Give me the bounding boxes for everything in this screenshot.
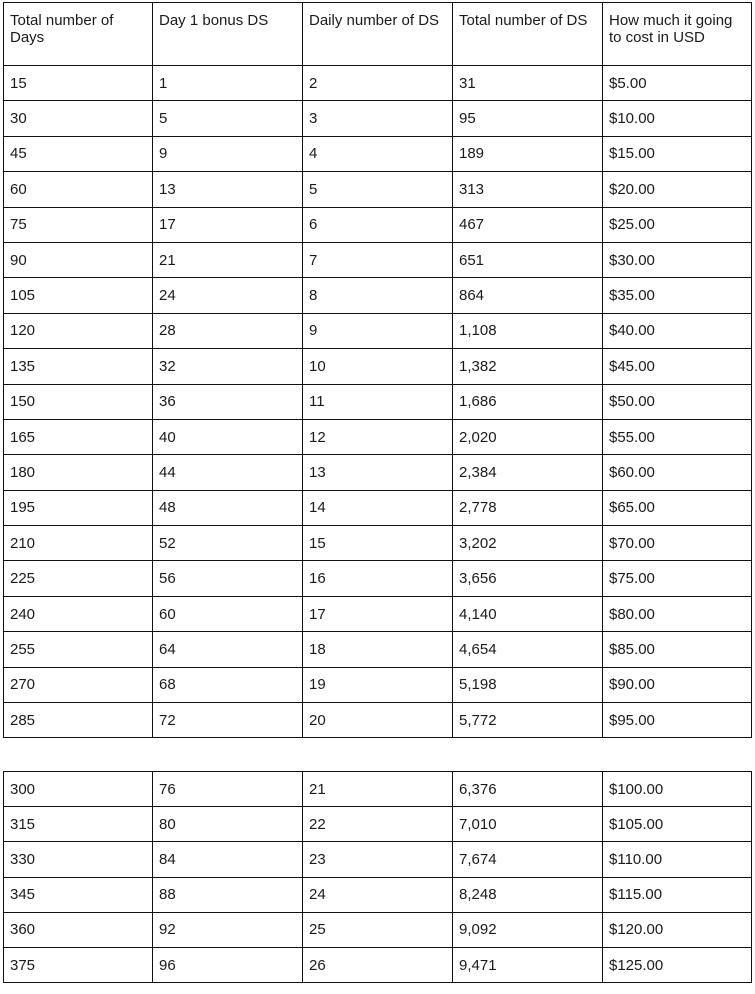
cell-day1-bonus: 1 bbox=[153, 66, 303, 101]
cell-total-ds: 313 bbox=[453, 172, 603, 207]
cell-total-ds: 4,654 bbox=[453, 632, 603, 667]
cell-cost-usd: $115.00 bbox=[603, 877, 752, 912]
cell-day1-bonus: 56 bbox=[153, 561, 303, 596]
cell-daily-ds: 24 bbox=[303, 877, 453, 912]
cell-cost-usd: $65.00 bbox=[603, 490, 752, 525]
cell-total-ds: 3,202 bbox=[453, 526, 603, 561]
cell-daily-ds: 20 bbox=[303, 703, 453, 738]
cell-day1-bonus: 72 bbox=[153, 703, 303, 738]
cell-daily-ds: 14 bbox=[303, 490, 453, 525]
cell-total-days: 360 bbox=[4, 912, 153, 947]
cell-day1-bonus: 5 bbox=[153, 101, 303, 136]
cell-day1-bonus: 64 bbox=[153, 632, 303, 667]
table-row bbox=[4, 526, 752, 561]
cell-day1-bonus: 88 bbox=[153, 877, 303, 912]
cell-total-ds: 7,674 bbox=[453, 842, 603, 877]
table-row bbox=[4, 596, 752, 631]
cell-cost-usd: $55.00 bbox=[603, 419, 752, 454]
cell-daily-ds: 11 bbox=[303, 384, 453, 419]
cell-day1-bonus: 84 bbox=[153, 842, 303, 877]
cell-day1-bonus: 13 bbox=[153, 172, 303, 207]
cell-cost-usd: $85.00 bbox=[603, 632, 752, 667]
cell-daily-ds: 13 bbox=[303, 455, 453, 490]
cell-total-ds: 2,020 bbox=[453, 419, 603, 454]
cell-day1-bonus: 96 bbox=[153, 947, 303, 982]
cell-total-days: 165 bbox=[4, 419, 153, 454]
cell-total-days: 30 bbox=[4, 101, 153, 136]
cell-day1-bonus: 40 bbox=[153, 419, 303, 454]
cell-total-days: 195 bbox=[4, 490, 153, 525]
cell-cost-usd: $95.00 bbox=[603, 703, 752, 738]
cell-total-ds: 2,778 bbox=[453, 490, 603, 525]
cell-total-days: 255 bbox=[4, 632, 153, 667]
column-header-cost-usd: How much it going to cost in USD bbox=[603, 3, 752, 66]
cell-total-days: 345 bbox=[4, 877, 153, 912]
table-body-continued bbox=[4, 772, 752, 983]
cell-total-ds: 4,140 bbox=[453, 596, 603, 631]
table-row bbox=[4, 66, 752, 101]
cell-daily-ds: 12 bbox=[303, 419, 453, 454]
cell-cost-usd: $105.00 bbox=[603, 807, 752, 842]
column-header-day1-bonus: Day 1 bonus DS bbox=[153, 3, 303, 66]
cell-daily-ds: 22 bbox=[303, 807, 453, 842]
cell-total-days: 90 bbox=[4, 242, 153, 277]
cell-cost-usd: $80.00 bbox=[603, 596, 752, 631]
cell-day1-bonus: 60 bbox=[153, 596, 303, 631]
cell-daily-ds: 26 bbox=[303, 947, 453, 982]
table-row bbox=[4, 101, 752, 136]
cell-day1-bonus: 52 bbox=[153, 526, 303, 561]
cell-daily-ds: 15 bbox=[303, 526, 453, 561]
table-row bbox=[4, 172, 752, 207]
table-header bbox=[4, 3, 752, 66]
cell-day1-bonus: 92 bbox=[153, 912, 303, 947]
cell-total-ds: 5,772 bbox=[453, 703, 603, 738]
pricing-table-continued bbox=[3, 771, 752, 983]
cell-daily-ds: 17 bbox=[303, 596, 453, 631]
cell-day1-bonus: 17 bbox=[153, 207, 303, 242]
table-row bbox=[4, 632, 752, 667]
cell-total-ds: 6,376 bbox=[453, 772, 603, 807]
table-row bbox=[4, 242, 752, 277]
table-row bbox=[4, 313, 752, 348]
cell-daily-ds: 3 bbox=[303, 101, 453, 136]
cell-total-ds: 1,686 bbox=[453, 384, 603, 419]
cell-cost-usd: $100.00 bbox=[603, 772, 752, 807]
column-header-total-days: Total number of Days bbox=[4, 3, 153, 66]
pricing-table bbox=[3, 2, 752, 738]
table-row bbox=[4, 490, 752, 525]
cell-daily-ds: 18 bbox=[303, 632, 453, 667]
cell-day1-bonus: 44 bbox=[153, 455, 303, 490]
column-header-daily-ds: Daily number of DS bbox=[303, 3, 453, 66]
cell-cost-usd: $120.00 bbox=[603, 912, 752, 947]
cell-total-ds: 2,384 bbox=[453, 455, 603, 490]
cell-total-ds: 864 bbox=[453, 278, 603, 313]
cell-total-ds: 9,471 bbox=[453, 947, 603, 982]
cell-total-days: 75 bbox=[4, 207, 153, 242]
cell-total-days: 330 bbox=[4, 842, 153, 877]
cell-total-days: 300 bbox=[4, 772, 153, 807]
table-row bbox=[4, 278, 752, 313]
table-row bbox=[4, 667, 752, 702]
cell-cost-usd: $50.00 bbox=[603, 384, 752, 419]
cell-cost-usd: $20.00 bbox=[603, 172, 752, 207]
cell-day1-bonus: 68 bbox=[153, 667, 303, 702]
cell-day1-bonus: 76 bbox=[153, 772, 303, 807]
cell-total-ds: 189 bbox=[453, 136, 603, 171]
cell-daily-ds: 10 bbox=[303, 349, 453, 384]
cell-total-ds: 467 bbox=[453, 207, 603, 242]
cell-cost-usd: $45.00 bbox=[603, 349, 752, 384]
cell-total-ds: 8,248 bbox=[453, 877, 603, 912]
table-row bbox=[4, 455, 752, 490]
cell-daily-ds: 8 bbox=[303, 278, 453, 313]
table-row bbox=[4, 703, 752, 738]
cell-cost-usd: $5.00 bbox=[603, 66, 752, 101]
cell-day1-bonus: 21 bbox=[153, 242, 303, 277]
cell-day1-bonus: 9 bbox=[153, 136, 303, 171]
cell-cost-usd: $60.00 bbox=[603, 455, 752, 490]
cell-total-ds: 9,092 bbox=[453, 912, 603, 947]
cell-cost-usd: $25.00 bbox=[603, 207, 752, 242]
cell-cost-usd: $90.00 bbox=[603, 667, 752, 702]
cell-total-days: 270 bbox=[4, 667, 153, 702]
cell-total-ds: 5,198 bbox=[453, 667, 603, 702]
cell-daily-ds: 4 bbox=[303, 136, 453, 171]
cell-total-days: 135 bbox=[4, 349, 153, 384]
cell-total-days: 375 bbox=[4, 947, 153, 982]
table-row bbox=[4, 419, 752, 454]
cell-daily-ds: 21 bbox=[303, 772, 453, 807]
cell-total-ds: 1,382 bbox=[453, 349, 603, 384]
cell-total-days: 315 bbox=[4, 807, 153, 842]
table-row bbox=[4, 384, 752, 419]
cell-cost-usd: $30.00 bbox=[603, 242, 752, 277]
table-row bbox=[4, 912, 752, 947]
cell-daily-ds: 19 bbox=[303, 667, 453, 702]
table-row bbox=[4, 807, 752, 842]
cell-day1-bonus: 48 bbox=[153, 490, 303, 525]
table-row bbox=[4, 877, 752, 912]
cell-total-ds: 7,010 bbox=[453, 807, 603, 842]
cell-daily-ds: 7 bbox=[303, 242, 453, 277]
table-row bbox=[4, 842, 752, 877]
cell-day1-bonus: 36 bbox=[153, 384, 303, 419]
cell-cost-usd: $75.00 bbox=[603, 561, 752, 596]
cell-daily-ds: 23 bbox=[303, 842, 453, 877]
cell-daily-ds: 5 bbox=[303, 172, 453, 207]
cell-cost-usd: $10.00 bbox=[603, 101, 752, 136]
cell-day1-bonus: 28 bbox=[153, 313, 303, 348]
cell-total-ds: 31 bbox=[453, 66, 603, 101]
cell-cost-usd: $125.00 bbox=[603, 947, 752, 982]
cell-day1-bonus: 80 bbox=[153, 807, 303, 842]
cell-cost-usd: $110.00 bbox=[603, 842, 752, 877]
table-row bbox=[4, 947, 752, 982]
cell-daily-ds: 25 bbox=[303, 912, 453, 947]
cell-cost-usd: $70.00 bbox=[603, 526, 752, 561]
cell-total-days: 240 bbox=[4, 596, 153, 631]
cell-cost-usd: $40.00 bbox=[603, 313, 752, 348]
cell-total-ds: 1,108 bbox=[453, 313, 603, 348]
cell-total-days: 210 bbox=[4, 526, 153, 561]
cell-daily-ds: 2 bbox=[303, 66, 453, 101]
table-row bbox=[4, 349, 752, 384]
cell-daily-ds: 9 bbox=[303, 313, 453, 348]
table-row bbox=[4, 136, 752, 171]
cell-total-days: 45 bbox=[4, 136, 153, 171]
cell-day1-bonus: 32 bbox=[153, 349, 303, 384]
cell-daily-ds: 16 bbox=[303, 561, 453, 596]
cell-cost-usd: $35.00 bbox=[603, 278, 752, 313]
table-row bbox=[4, 772, 752, 807]
header-row bbox=[4, 3, 752, 66]
cell-total-days: 225 bbox=[4, 561, 153, 596]
cell-total-days: 180 bbox=[4, 455, 153, 490]
cell-total-days: 150 bbox=[4, 384, 153, 419]
cell-total-days: 105 bbox=[4, 278, 153, 313]
cell-total-days: 120 bbox=[4, 313, 153, 348]
table-body bbox=[4, 66, 752, 738]
cell-total-days: 60 bbox=[4, 172, 153, 207]
cell-total-ds: 651 bbox=[453, 242, 603, 277]
cell-total-days: 285 bbox=[4, 703, 153, 738]
cell-daily-ds: 6 bbox=[303, 207, 453, 242]
cell-day1-bonus: 24 bbox=[153, 278, 303, 313]
cell-total-ds: 95 bbox=[453, 101, 603, 136]
cell-total-ds: 3,656 bbox=[453, 561, 603, 596]
column-header-total-ds: Total number of DS bbox=[453, 3, 603, 66]
table-row bbox=[4, 561, 752, 596]
cell-total-days: 15 bbox=[4, 66, 153, 101]
table-row bbox=[4, 207, 752, 242]
cell-cost-usd: $15.00 bbox=[603, 136, 752, 171]
